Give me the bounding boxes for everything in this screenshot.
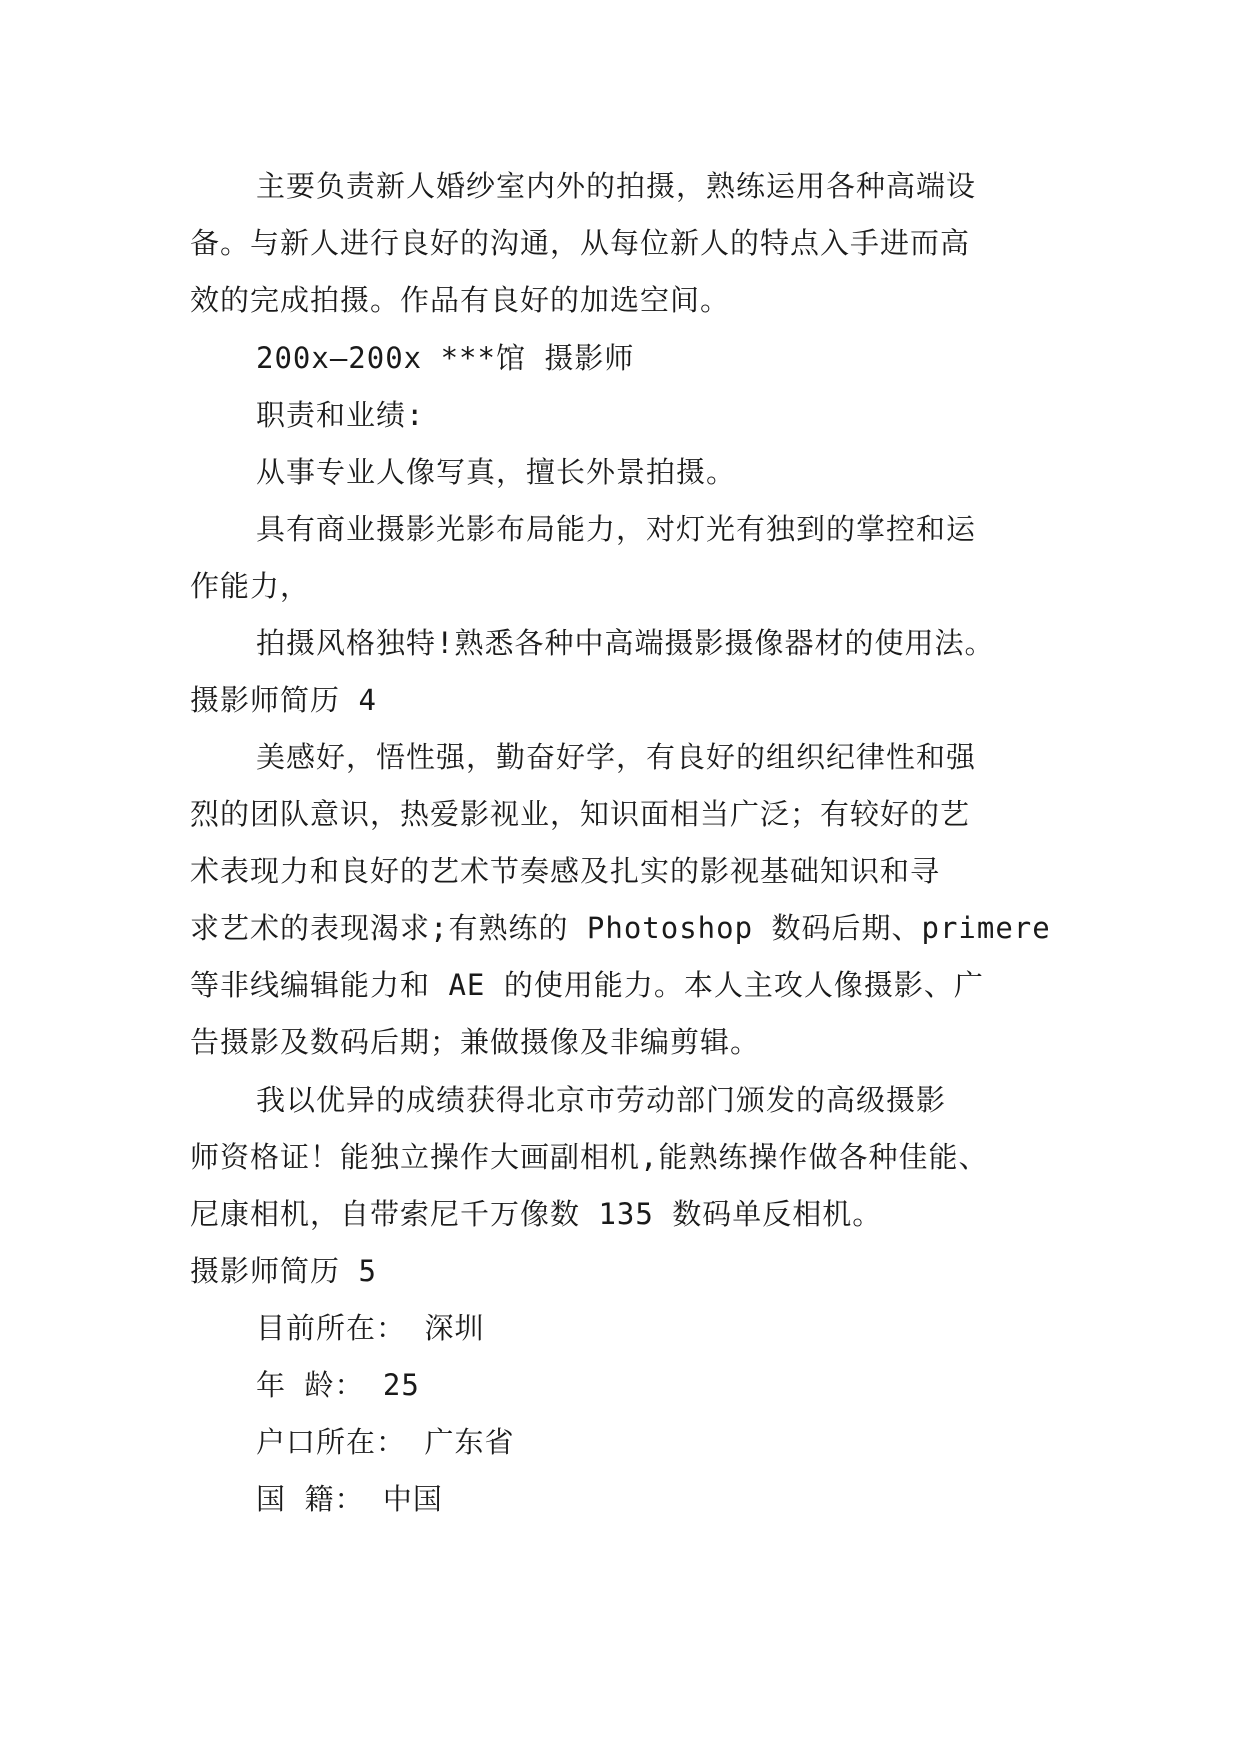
paragraph-line: 告摄影及数码后期；兼做摄像及非编剪辑。 (190, 1025, 761, 1059)
info-hukou: 户口所在： 广东省 (256, 1425, 515, 1459)
section-heading: 摄影师简历 5 (190, 1254, 377, 1288)
paragraph-line: 备。与新人进行良好的沟通，从每位新人的特点入手进而高 (190, 226, 971, 260)
paragraph-line: 求艺术的表现渴求;有熟练的 Photoshop 数码后期、primere (190, 911, 1051, 945)
section-heading: 摄影师简历 4 (190, 683, 377, 717)
paragraph-line: 术表现力和良好的艺术节奏感及扎实的影视基础知识和寻 (190, 854, 941, 888)
info-age: 年 龄： 25 (256, 1368, 420, 1402)
paragraph-line: 我以优异的成绩获得北京市劳动部门颁发的高级摄影 (256, 1083, 947, 1117)
job-heading: 200x—200x ***馆 摄影师 (256, 341, 635, 375)
duties-label: 职责和业绩: (256, 398, 425, 432)
paragraph-line: 具有商业摄影光影布局能力，对灯光有独到的掌控和运 (256, 512, 977, 546)
paragraph-line: 美感好，悟性强，勤奋好学，有良好的组织纪律性和强 (256, 740, 977, 774)
paragraph-line: 拍摄风格独特!熟悉各种中高端摄影摄像器材的使用法。 (256, 626, 995, 660)
paragraph-line: 主要负责新人婚纱室内外的拍摄，熟练运用各种高端设 (256, 169, 977, 203)
info-current-location: 目前所在： 深圳 (256, 1311, 485, 1345)
paragraph-line: 效的完成拍摄。作品有良好的加选空间。 (190, 283, 731, 317)
paragraph-line: 等非线编辑能力和 AE 的使用能力。本人主攻人像摄影、广 (190, 968, 984, 1002)
paragraph-line: 烈的团队意识，热爱影视业，知识面相当广泛；有较好的艺 (190, 797, 971, 831)
paragraph-line: 尼康相机，自带索尼千万像数 135 数码单反相机。 (190, 1197, 883, 1231)
paragraph-line: 作能力， (190, 569, 311, 603)
paragraph-line: 从事专业人像写真，擅长外景拍摄。 (256, 455, 737, 489)
paragraph-line: 师资格证！能独立操作大画副相机,能熟练操作做各种佳能、 (190, 1140, 989, 1174)
info-nationality: 国 籍： 中国 (256, 1482, 443, 1516)
